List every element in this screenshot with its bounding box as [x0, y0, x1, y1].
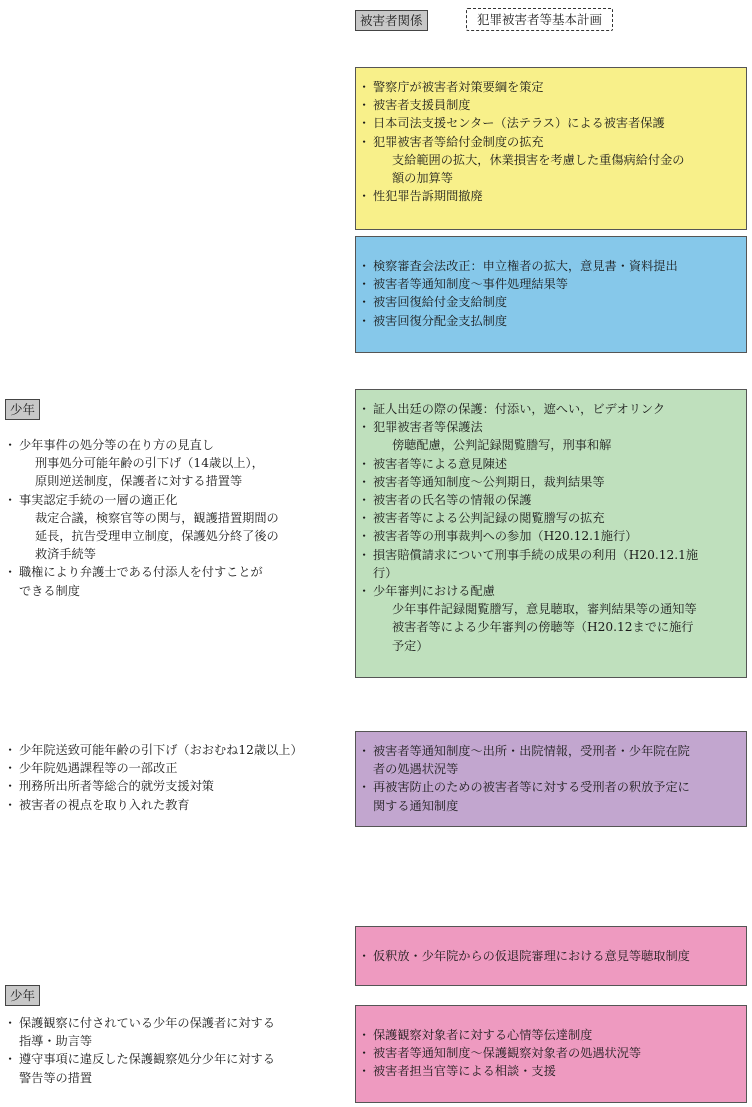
- list-item: ・ 少年事件の処分等の在り方の見直し: [8, 436, 338, 454]
- list-item: ・ 被害者等の刑事裁判への参加（H20.12.1施行）: [362, 527, 740, 545]
- list-item: ・ 保護観察対象者に対する心情等伝達制度: [362, 1026, 740, 1044]
- list-subitem: 救済手続等: [35, 547, 96, 562]
- probation-measures-box: [355, 1005, 747, 1103]
- list-item-continuation: できる制度: [19, 583, 80, 598]
- list-item: ・ 警察庁が被害者対策要綱を策定: [362, 78, 740, 96]
- list-item: ・ 被害者等による意見陳述: [362, 455, 740, 473]
- list-item: ・ 被害者等通知制度～保護観察対象者の処遇状況等: [362, 1044, 740, 1062]
- basic-plan-label: 犯罪被害者等基本計画: [466, 8, 613, 31]
- list-item: ・ 犯罪被害者等保護法: [362, 418, 740, 436]
- list-item: ・ 保護観察に付されている少年の保護者に対する: [8, 1014, 348, 1032]
- list-item: ・ 日本司法支援センター（法テラス）による被害者保護: [362, 114, 740, 132]
- probation-juvenile-list: [8, 1014, 348, 1087]
- list-item: ・ 少年院送致可能年齢の引下げ（おおむね12歳以上）: [8, 741, 353, 759]
- list-item-continuation: 指導・助言等: [19, 1034, 93, 1049]
- list-subitem: 刑事処分可能年齢の引下げ（14歳以上），: [35, 456, 264, 471]
- police-measures-box: [355, 67, 747, 230]
- list-item-continuation: 者の処遇状況等: [373, 762, 459, 777]
- court-measures-box: [355, 389, 747, 678]
- list-item: ・ 被害者支援員制度: [362, 96, 740, 114]
- list-item: ・ 刑務所出所者等総合的就労支援対策: [8, 777, 353, 795]
- list-item: ・ 証人出廷の際の保護：付添い，遮へい，ビデオリンク: [362, 400, 740, 418]
- list-item: ・ 被害回復分配金支払制度: [362, 312, 740, 330]
- parole-hearing-box: [355, 926, 747, 986]
- list-subitem: 被害者等による少年審判の傍聴等（H20.12までに施行: [392, 620, 694, 635]
- list-item: ・ 少年院処遇課程等の一部改正: [8, 759, 353, 777]
- list-item: ・ 損害賠償請求について刑事手続の成果の利用（H20.12.1施: [362, 546, 740, 564]
- list-item: ・ 犯罪被害者等給付金制度の拡充: [362, 133, 740, 151]
- list-item: ・ 被害回復給付金支給制度: [362, 293, 740, 311]
- juvenile-law-list: [8, 436, 338, 600]
- list-item: ・ 被害者担当官等による相談・支援: [362, 1062, 740, 1080]
- list-item-continuation: 行）: [373, 565, 398, 580]
- list-item-continuation: 関する通知制度: [373, 798, 459, 813]
- list-item: ・ 被害者等通知制度～公判期日，裁判結果等: [362, 473, 740, 491]
- list-item: ・ 被害者の視点を取り入れた教育: [8, 796, 353, 814]
- list-subitem: 延長，抗告受理申立制度，保護処分終了後の: [35, 529, 279, 544]
- list-item: ・ 少年審判における配慮: [362, 582, 740, 600]
- list-item: ・ 事実認定手続の一層の適正化: [8, 491, 338, 509]
- list-item: ・ 被害者等通知制度～出所・出院情報，受刑者・少年院在院: [362, 742, 740, 760]
- list-subitem: 原則逆送制度，保護者に対する措置等: [35, 474, 243, 489]
- list-item: ・ 職権により弁護士である付添人を付すことが: [8, 563, 338, 581]
- list-item: ・ 被害者の氏名等の情報の保護: [362, 491, 740, 509]
- corrections-measures-box: [355, 731, 747, 827]
- list-item: ・ 検察審査会法改正：申立権者の拡大，意見書・資料提出: [362, 257, 740, 275]
- list-subitem: 額の加算等: [392, 171, 453, 186]
- list-subitem: 支給範囲の拡大，休業損害を考慮した重傷病給付金の: [392, 152, 685, 167]
- list-subitem: 裁定合議，検察官等の関与，観護措置期間の: [35, 510, 279, 525]
- prosecution-measures-box: [355, 236, 747, 353]
- juvenile-label-1: 少年: [5, 399, 40, 420]
- list-item-continuation: 警告等の措置: [19, 1070, 93, 1085]
- list-subitem: 傍聴配慮，公判記録閲覧謄写，刑事和解: [392, 438, 612, 453]
- victim-relation-label: 被害者関係: [355, 10, 428, 31]
- corrections-reform-list: [8, 741, 353, 814]
- list-subitem: 少年事件記録閲覧謄写，意見聴取，審判結果等の通知等: [392, 602, 697, 617]
- list-subitem: 予定）: [392, 638, 429, 653]
- list-item: ・ 仮釈放・少年院からの仮退院審理における意見等聴取制度: [362, 947, 740, 965]
- list-item: ・ 被害者等通知制度～事件処理結果等: [362, 275, 740, 293]
- list-item: ・ 再被害防止のための被害者等に対する受刑者の釈放予定に: [362, 778, 740, 796]
- list-item: ・ 性犯罪告訴期間撤廃: [362, 187, 740, 205]
- list-item: ・ 被害者等による公判記録の閲覧謄写の拡充: [362, 509, 740, 527]
- juvenile-label-2: 少年: [5, 985, 40, 1006]
- list-item: ・ 遵守事項に違反した保護観察処分少年に対する: [8, 1050, 348, 1068]
